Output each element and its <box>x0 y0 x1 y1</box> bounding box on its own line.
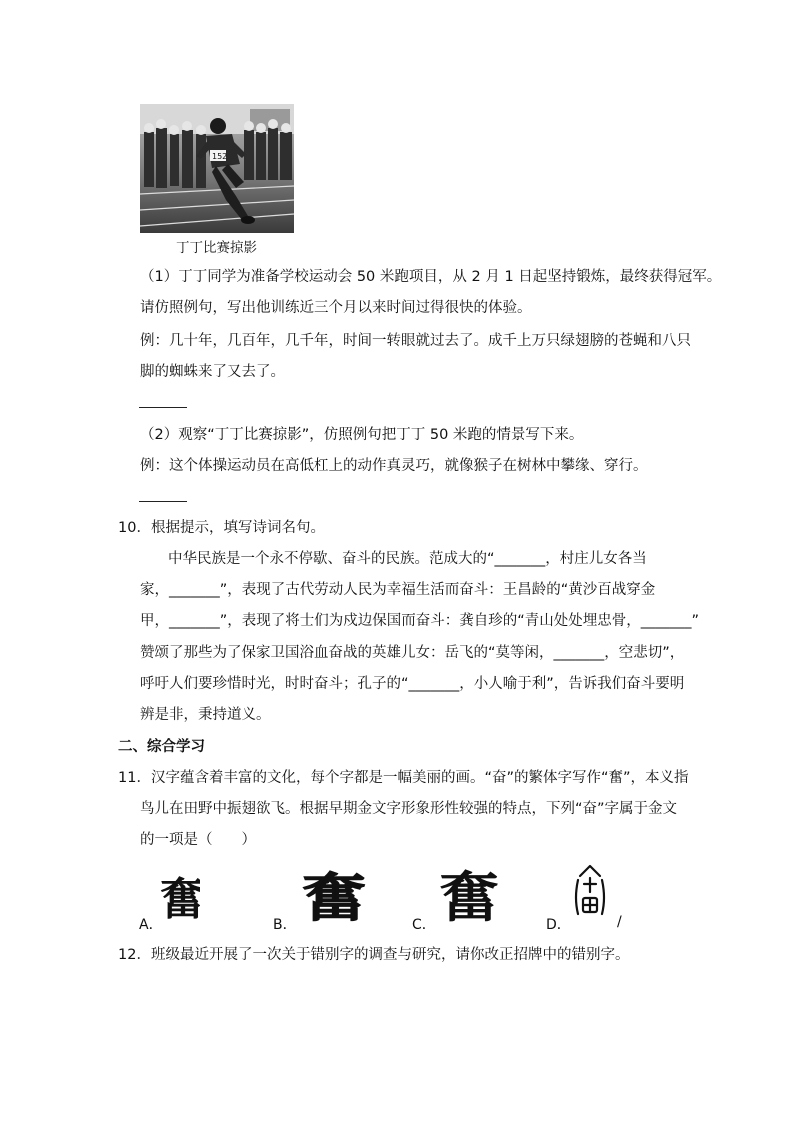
q9-example1-line2: 脚的蜘蛛来了又去了。 <box>140 364 285 380</box>
q10-line-3: 甲，_______”，表现了将士们为戍边保国而奋斗：龚自珍的“青山处处埋忠骨，_______” <box>140 613 700 629</box>
q11-line-1: 11．汉字蕴含着丰富的文化，每个字都是一幅美丽的画。“奋”的繁体字写作“奮”，本义指 <box>118 770 689 786</box>
q9-sub1-line1: （1）丁丁同学为准备学校运动会 50 米跑项目，从 2 月 1 日起坚持锻炼，最终获得冠军。 <box>140 269 722 285</box>
q10-title: 10．根据提示，填写诗词名句。 <box>118 520 325 536</box>
q9-sub1-line2: 请仿照例句，写出他训练近三个月以来时间过得很快的体验。 <box>140 300 532 316</box>
q11-line-3: 的一项是（ ） <box>140 832 256 848</box>
q10-line-6: 辨是非，秉持道义。 <box>140 707 271 723</box>
q10-line-4: 赞颂了那些为了保家卫国浴血奋战的英雄儿女：岳飞的“莫等闲，_______，空悲切”， <box>140 645 685 661</box>
section-title: 二、综合学习 <box>118 739 205 755</box>
option-a-label[interactable]: A． <box>139 917 163 933</box>
option-c-label[interactable]: C． <box>412 917 436 933</box>
svg-text:152: 152 <box>212 152 228 161</box>
q10-line-2: 家，_______”，表现了古代劳动人民为幸福生活而奋斗：王昌龄的“黄沙百战穿金 <box>140 582 656 598</box>
q10-line-1: 中华民族是一个永不停歇、奋斗的民族。范成大的“_______，村庄儿女各当 <box>168 551 647 567</box>
race-photo <box>140 104 294 233</box>
q9-example1-line1: 例：几十年，几百年，几千年，时间一转眼就过去了。成千上万只绿翅膀的苍蝇和八只 <box>140 333 691 349</box>
option-a-glyph-image <box>158 866 200 928</box>
q9-answer-line-1[interactable] <box>139 407 187 408</box>
q10-line-5: 呼吁人们要珍惜时光，时时奋斗；孔子的“_______，小人喻于利”，告诉我们奋斗要明 <box>140 676 685 692</box>
svg-text:奮: 奮 <box>439 866 499 924</box>
option-d-suffix: / <box>617 914 622 930</box>
svg-text:奮: 奮 <box>302 870 366 924</box>
svg-text:奮: 奮 <box>160 874 200 924</box>
q11-line-2: 鸟儿在田野中振翅欲飞。根据早期金文字形象形性较强的特点，下列“奋”字属于金文 <box>140 801 678 817</box>
option-b-glyph-image <box>300 870 368 928</box>
q9-answer-line-2[interactable] <box>139 501 187 502</box>
q12-title: 12．班级最近开展了一次关于错别字的调查与研究，请你改正招牌中的错别字。 <box>118 947 630 963</box>
q9-sub2-line1: （2）观察“丁丁比赛掠影”，仿照例句把丁丁 50 米跑的情景写下来。 <box>140 427 584 443</box>
option-b-label[interactable]: B． <box>273 917 297 933</box>
option-d-label[interactable]: D． <box>546 917 571 933</box>
photo-caption: 丁丁比赛掠影 <box>176 240 257 256</box>
q9-example2-line1: 例：这个体操运动员在高低杠上的动作真灵巧，就像猴子在树林中攀缘、穿行。 <box>140 458 648 474</box>
race-photo-image <box>140 104 294 233</box>
option-c-glyph-image <box>437 866 501 928</box>
option-d-glyph-image <box>568 862 612 926</box>
